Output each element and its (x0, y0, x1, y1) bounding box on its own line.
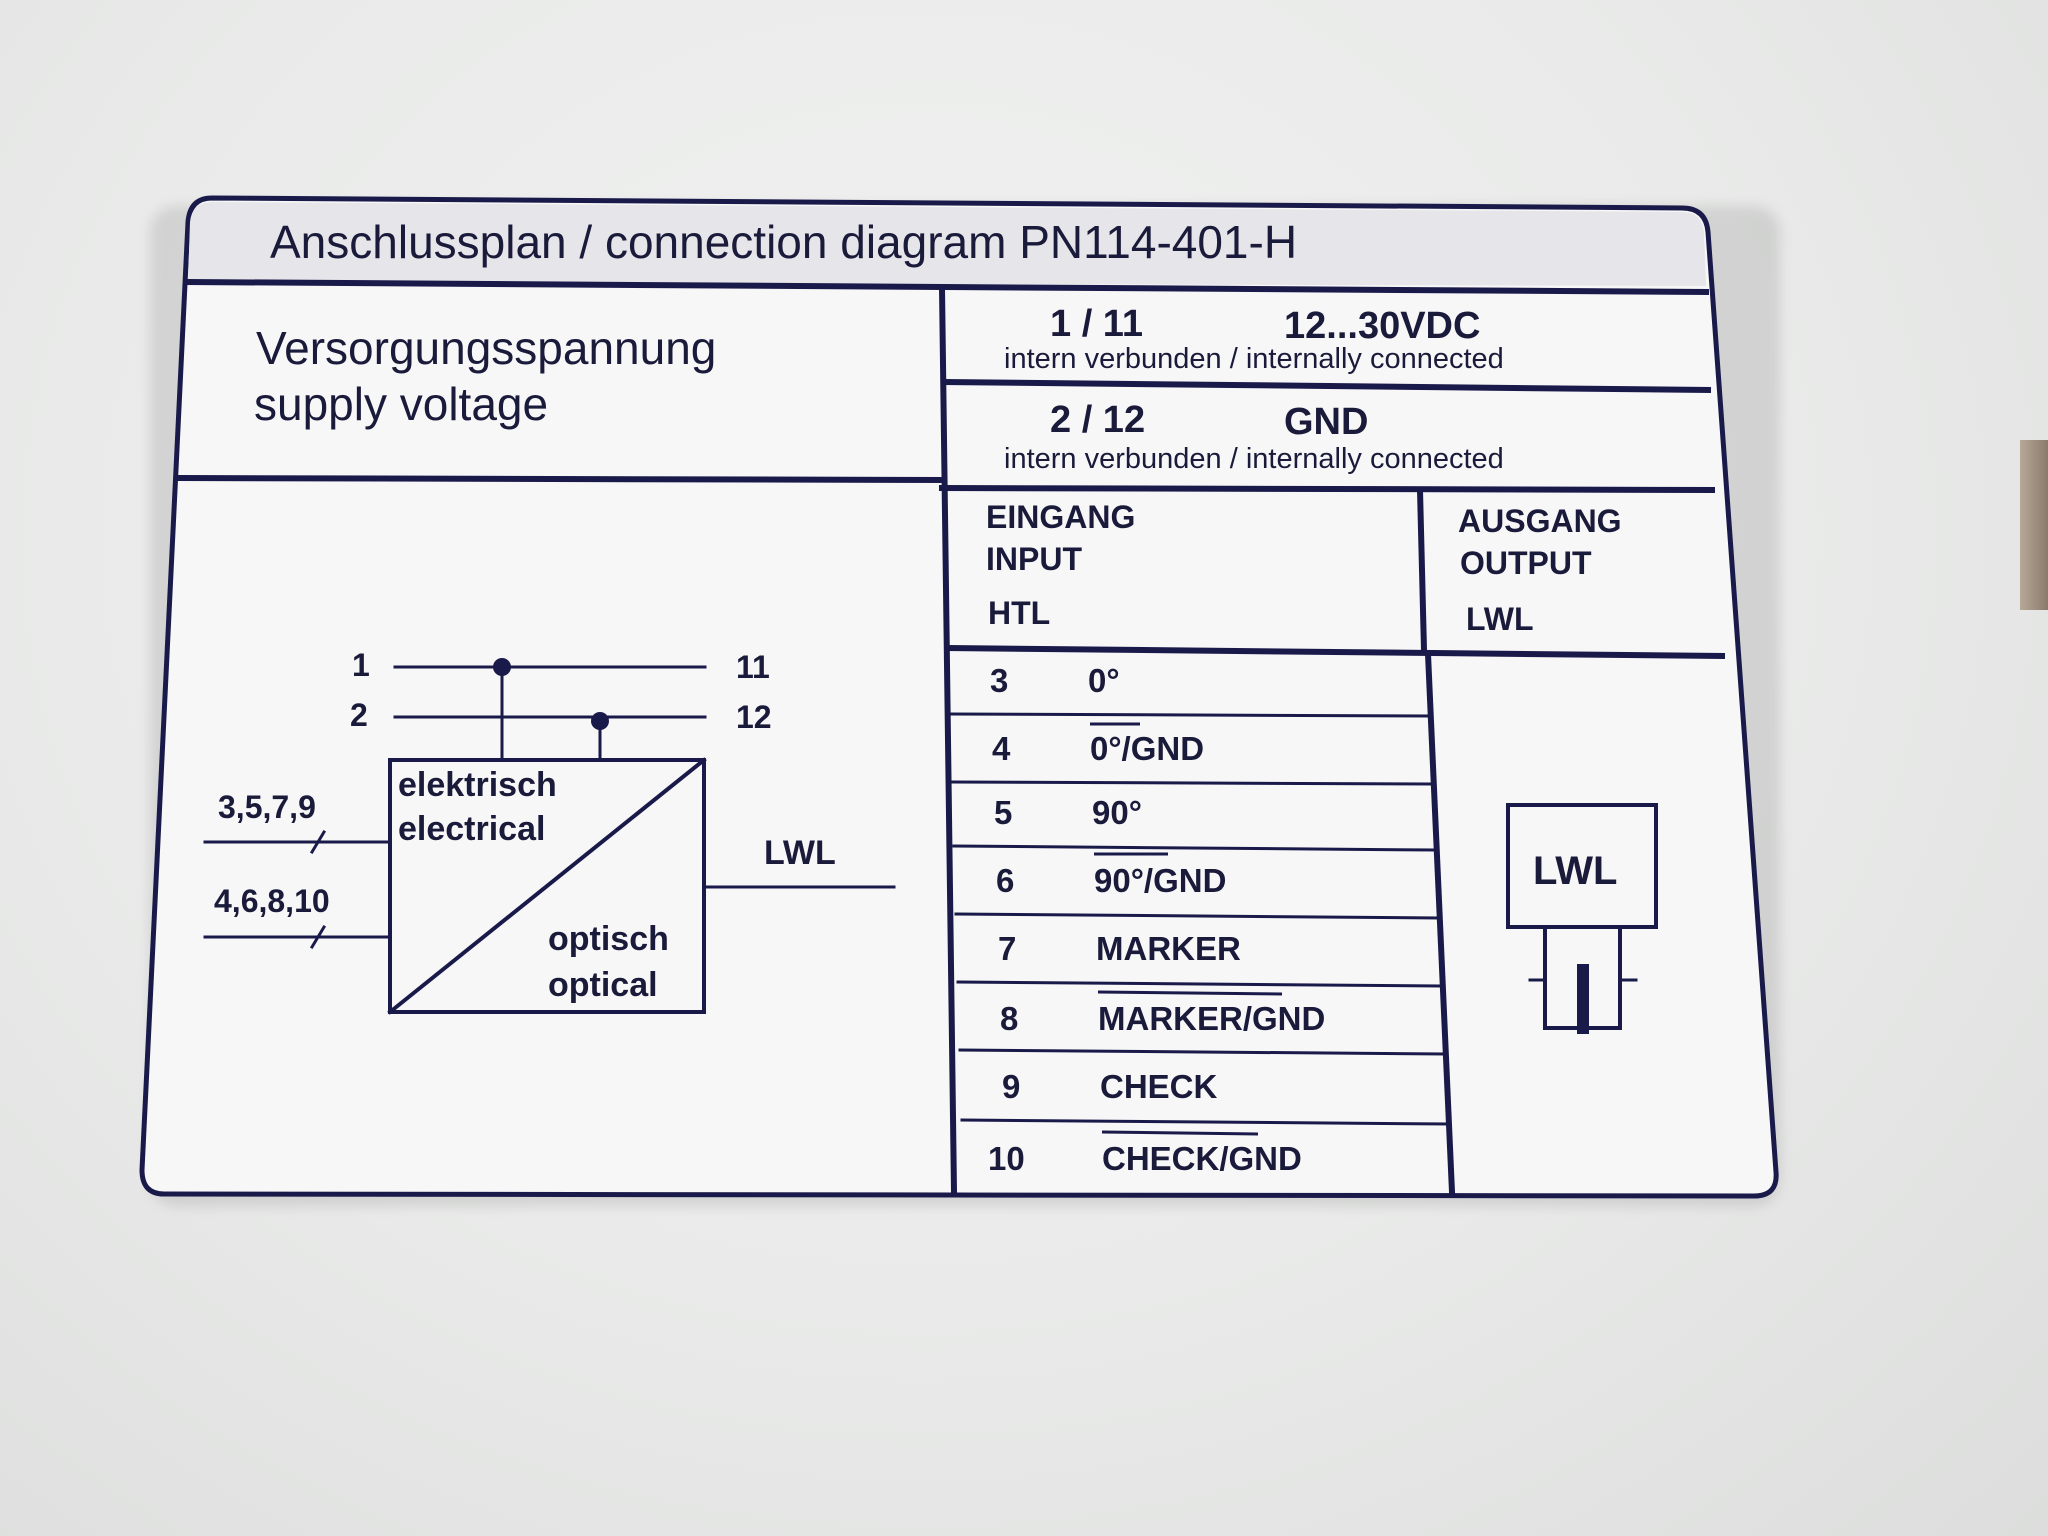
supply-label-en: supply voltage (254, 378, 549, 430)
inversion-bar (1098, 992, 1282, 994)
supply-divider-left (180, 478, 942, 480)
pin-signal: 0°/GND (1090, 730, 1205, 767)
pin-number: 6 (996, 862, 1015, 899)
pin-number: 8 (1000, 1000, 1019, 1037)
pin-label-11: 11 (736, 649, 770, 685)
pin-signal: MARKER (1096, 930, 1241, 967)
connector-label: LWL (1533, 849, 1618, 893)
pin-number: 7 (998, 930, 1017, 967)
junction-dot-2 (591, 712, 609, 730)
supply-note-2: intern verbunden / internally connected (1004, 443, 1504, 475)
optical-label-de: optisch (548, 920, 669, 958)
supply-pins-1: 1 / 11 (1050, 303, 1143, 345)
pin-signal: 0° (1088, 662, 1120, 699)
supply-pins-2: 2 / 12 (1050, 399, 1146, 441)
output-header-type: LWL (1466, 601, 1534, 637)
pin-signal: 90°/GND (1094, 862, 1227, 899)
pin-row-divider (950, 714, 1430, 716)
supply-note-1: intern verbunden / internally connected (1004, 343, 1504, 375)
inputs-label-a: 3,5,7,9 (218, 789, 316, 825)
pin-label-2: 2 (350, 697, 368, 733)
pin-row-divider (952, 782, 1432, 784)
pin-number: 10 (988, 1140, 1025, 1177)
pin-signal: MARKER/GND (1098, 1000, 1326, 1037)
inputs-label-b: 4,6,8,10 (214, 883, 330, 919)
io-vertical-divider (1420, 490, 1424, 650)
supply-value-1: 12...30VDC (1284, 305, 1481, 347)
pin-number: 4 (992, 730, 1011, 767)
output-label: LWL (764, 834, 836, 872)
pin-signal: CHECK (1100, 1068, 1218, 1105)
pin-label-1: 1 (352, 647, 370, 683)
output-header-en: OUTPUT (1460, 545, 1592, 581)
label-title: Anschlussplan / connection diagram PN114-401-H (270, 216, 1298, 268)
input-header-en: INPUT (986, 541, 1082, 577)
pin-signal: 90° (1092, 794, 1142, 831)
electrical-label-en: electrical (398, 810, 546, 848)
supply-label-de: Versorgungsspannung (256, 322, 717, 374)
supply-value-2: GND (1284, 401, 1369, 443)
electrical-label-de: elektrisch (398, 766, 557, 804)
optical-label-en: optical (548, 966, 658, 1004)
junction-dot-1 (493, 658, 511, 676)
pin-number: 5 (994, 794, 1013, 831)
input-header-type: HTL (988, 595, 1051, 631)
input-header-de: EINGANG (986, 499, 1136, 535)
pin-number: 9 (1002, 1068, 1021, 1105)
output-header-de: AUSGANG (1458, 503, 1622, 539)
pin-label-12: 12 (736, 699, 772, 735)
supply-divider-right (942, 488, 1712, 490)
pin-signal: CHECK/GND (1102, 1140, 1302, 1177)
inversion-bar (1102, 1132, 1258, 1134)
pin-number: 3 (990, 662, 1009, 699)
